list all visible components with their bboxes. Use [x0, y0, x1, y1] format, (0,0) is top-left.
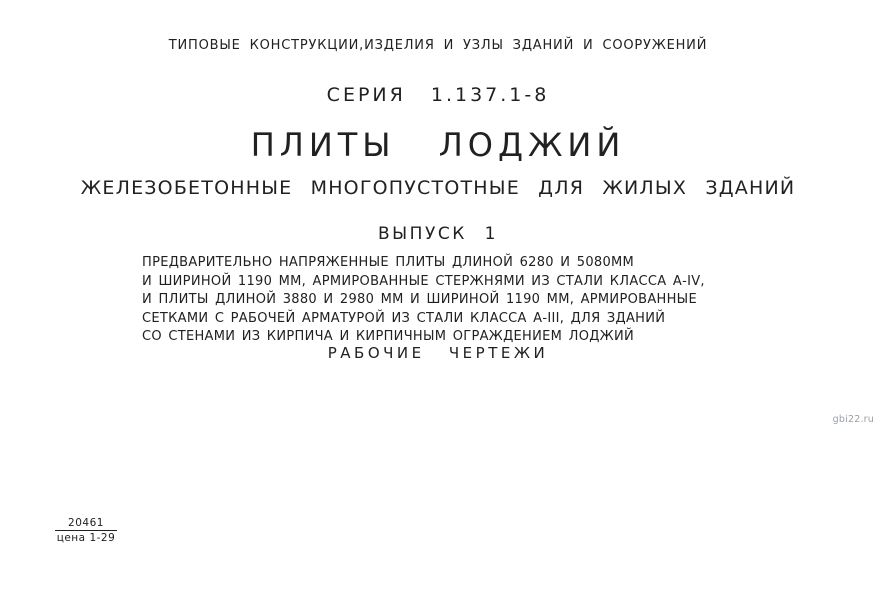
series-number: СЕРИЯ 1.137.1-8 — [326, 84, 550, 106]
document-type-label: РАБОЧИЕ ЧЕРТЕЖИ — [327, 344, 549, 362]
page-title: ПЛИТЫ ЛОДЖИЙ — [250, 126, 626, 164]
issue-number: ВЫПУСК 1 — [378, 224, 498, 244]
site-watermark: gbi22.ru — [832, 414, 874, 425]
page-subtitle: ЖЕЛЕЗОБЕТОННЫЕ МНОГОПУСТОТНЫЕ ДЛЯ ЖИЛЫХ ЗДАНИЙ — [80, 177, 796, 199]
description-line: ПРЕДВАРИТЕЛЬНО НАПРЯЖЕННЫЕ ПЛИТЫ ДЛИНОЙ 6280 И 5080ММ — [142, 255, 635, 270]
document-header: ТИПОВЫЕ КОНСТРУКЦИИ,ИЗДЕЛИЯ И УЗЛЫ ЗДАНИЙ И СООРУЖЕНИЙ — [168, 38, 708, 53]
stamp-price: цена 1-29 — [56, 532, 116, 544]
description-line: СО СТЕНАМИ ИЗ КИРПИЧА И КИРПИЧНЫМ ОГРАЖДЕНИЕМ ЛОДЖИЙ — [142, 329, 635, 344]
description-line: И ШИРИНОЙ 1190 ММ, АРМИРОВАННЫЕ СТЕРЖНЯМИ ИЗ СТАЛИ КЛАССА А-IV, — [142, 273, 705, 289]
description-paragraph — [142, 254, 705, 347]
description-line: И ПЛИТЫ ДЛИНОЙ 3880 И 2980 ММ И ШИРИНОЙ 1190 ММ, АРМИРОВАННЫЕ — [142, 292, 697, 307]
price-stamp — [55, 517, 117, 544]
stamp-number: 20461 — [55, 517, 117, 531]
description-line: СЕТКАМИ С РАБОЧЕЙ АРМАТУРОЙ ИЗ СТАЛИ КЛАССА А-III, ДЛЯ ЗДАНИЙ — [142, 310, 666, 326]
